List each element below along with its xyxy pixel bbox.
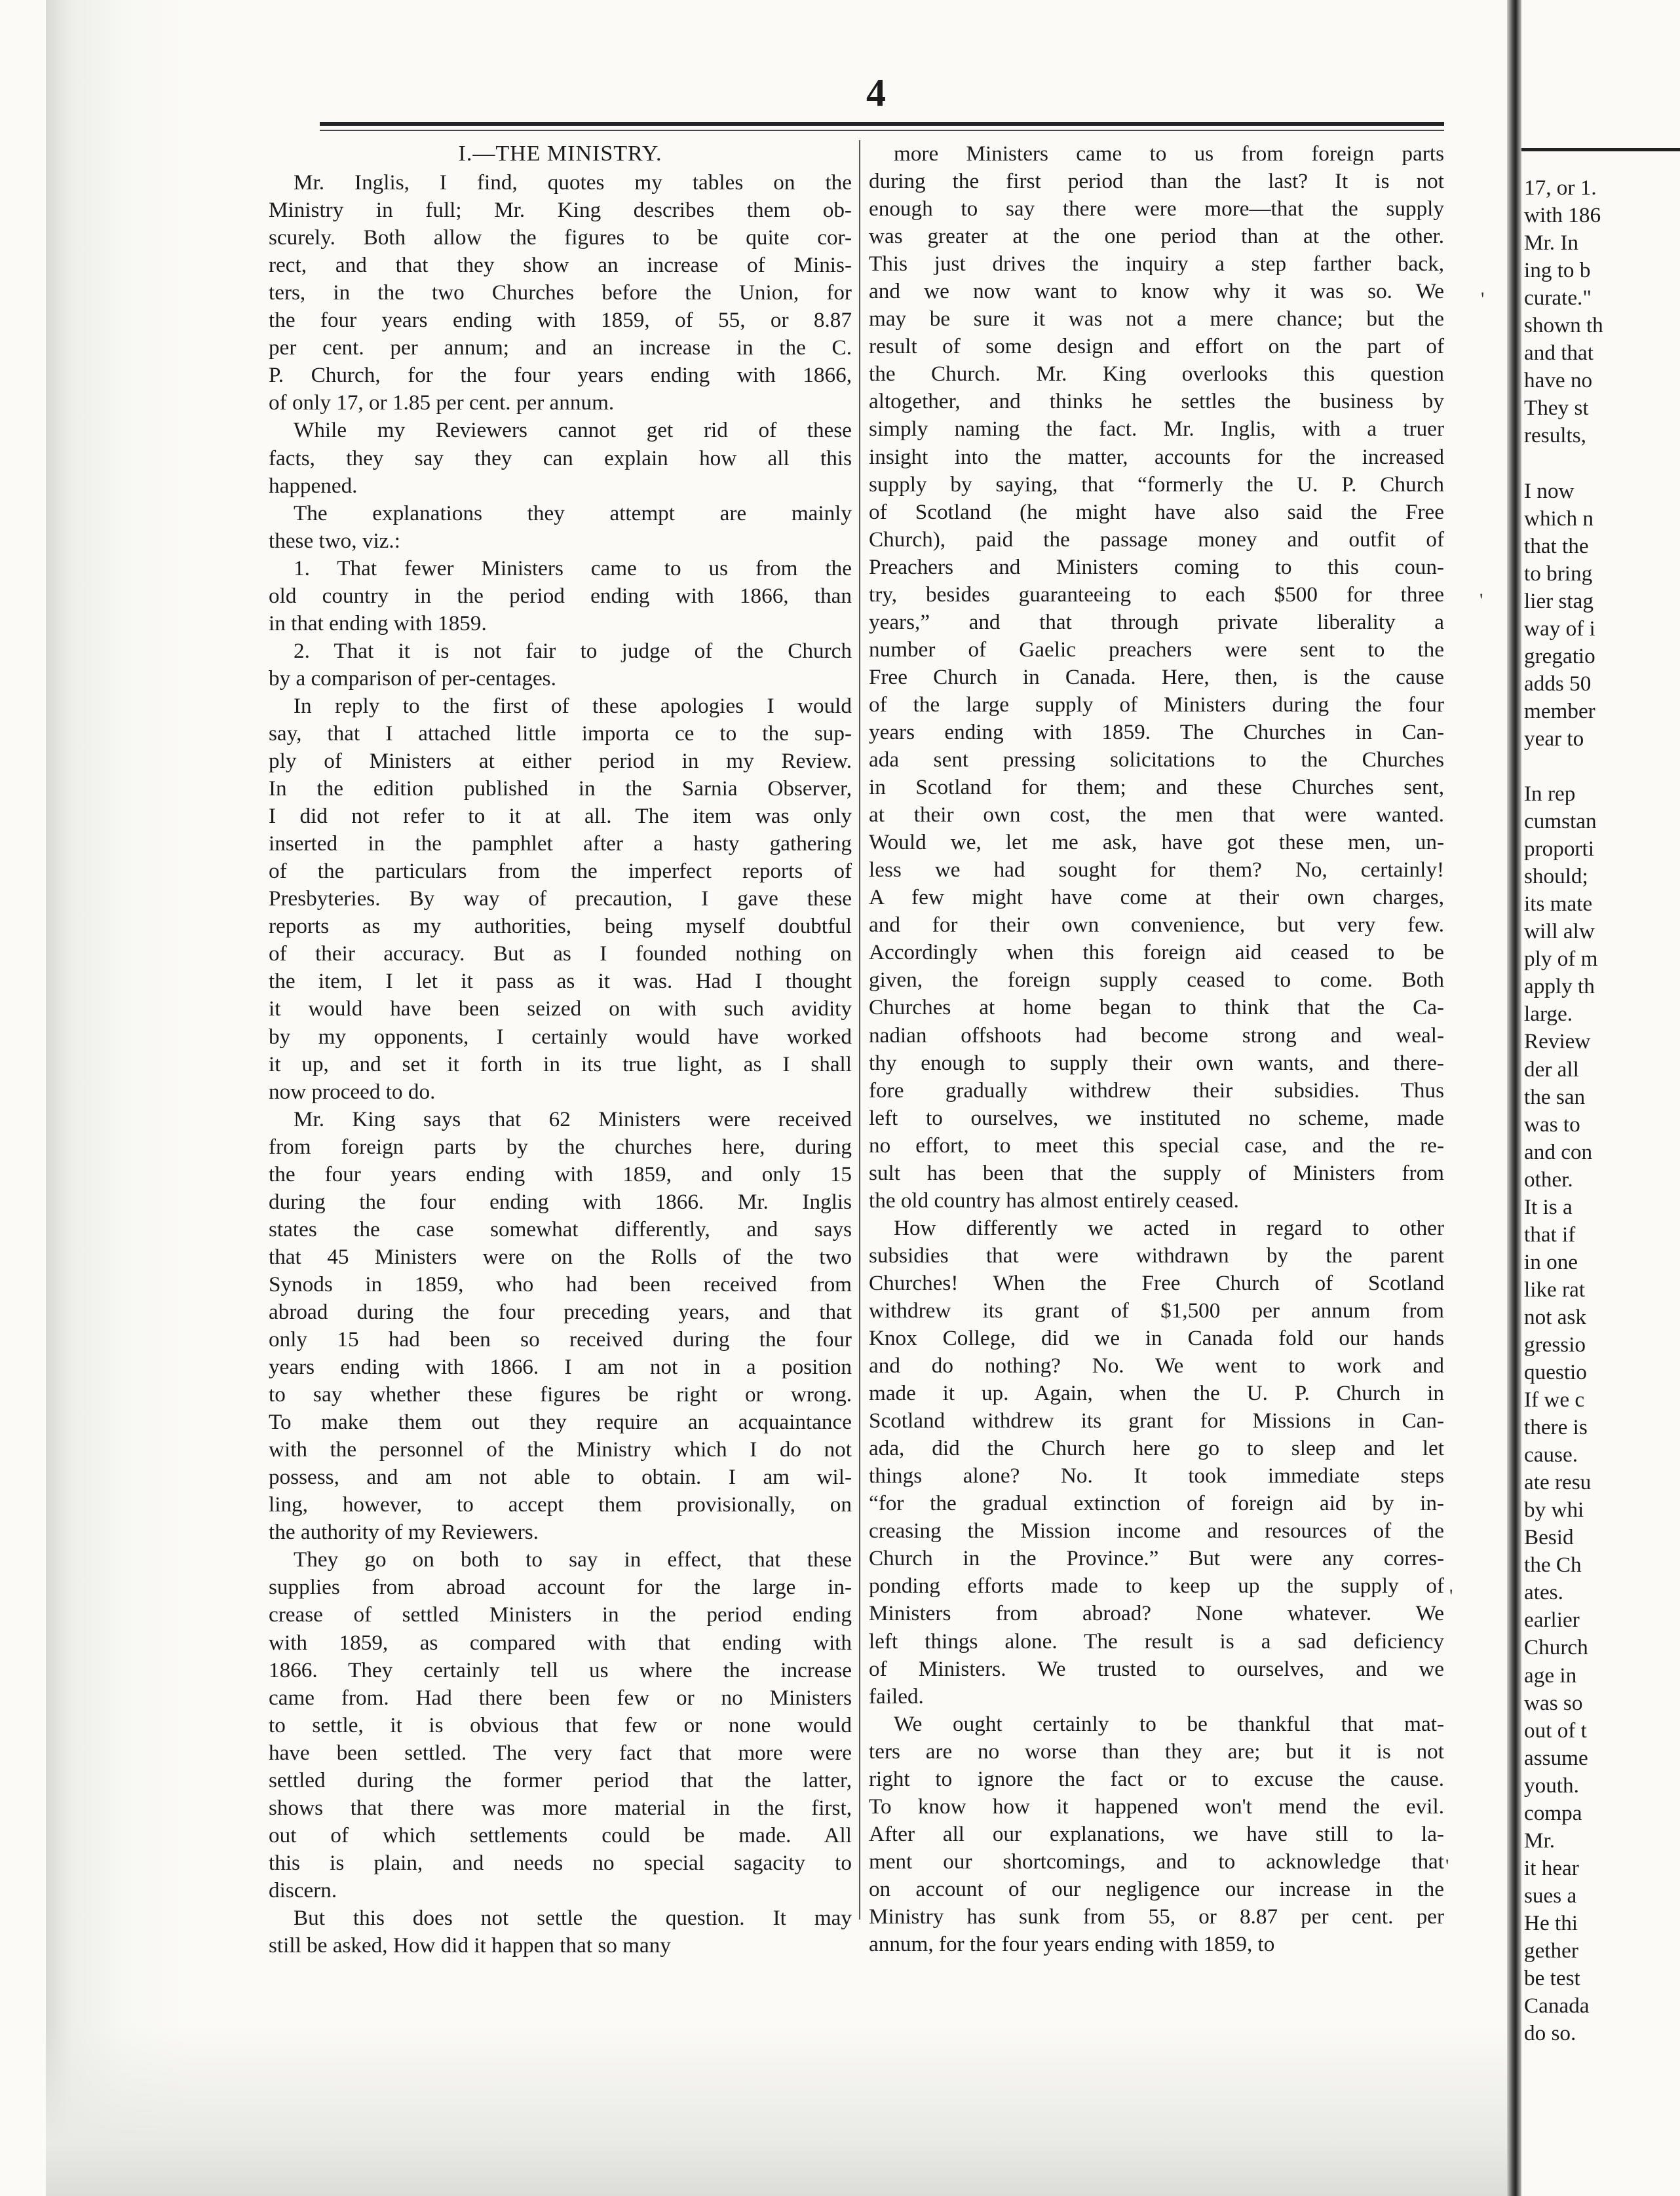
text-line: altogether, and thinks he settles the business by	[869, 389, 1444, 414]
facing-page-line: proporti	[1524, 837, 1594, 861]
facing-page-line: cause.	[1524, 1443, 1578, 1467]
text-line: Mr. King says that 62 Ministers were received	[294, 1107, 852, 1131]
facing-page-line: ing to b	[1524, 258, 1591, 283]
facing-page-line: will alw	[1524, 919, 1595, 944]
text-line: and we now want to know why it was so. We	[869, 279, 1444, 304]
text-line: subsidies that were withdrawn by the parent	[869, 1243, 1444, 1268]
facing-page-line: in one	[1524, 1249, 1578, 1274]
header-rule	[320, 122, 1444, 126]
facing-page-line: Mr. In	[1524, 231, 1578, 256]
facing-page-line: assume	[1524, 1745, 1588, 1770]
facing-page-line: sues a	[1524, 1883, 1577, 1908]
facing-page-line: ate resu	[1524, 1470, 1592, 1495]
facing-page-line: Church	[1524, 1635, 1588, 1660]
text-line: Churches! When the Free Church of Scotland	[869, 1270, 1444, 1295]
facing-page-line: have no	[1524, 368, 1593, 393]
facing-page-line: its mate	[1524, 892, 1593, 917]
text-line: the four years ending with 1859, and only 15	[269, 1162, 852, 1186]
facing-page-line: earlier	[1524, 1608, 1580, 1633]
text-line: Preachers and Ministers coming to this coun-	[869, 554, 1444, 579]
text-line: of Scotland (he might have also said the Free	[869, 499, 1444, 524]
text-line: the old country has almost entirely ceased.	[869, 1188, 1239, 1213]
text-line: insight into the matter, accounts for the increased	[869, 444, 1444, 469]
text-line: years ending with 1859. The Churches in Can-	[869, 719, 1444, 744]
text-line: nadian offshoots had become strong and weal-	[869, 1023, 1444, 1048]
facing-page-line: Mr.	[1524, 1828, 1556, 1853]
facing-page-line: gether	[1524, 1939, 1578, 1963]
facing-page-line: Review	[1524, 1029, 1591, 1054]
text-line: on account of our negligence our increase in the	[869, 1876, 1444, 1901]
column-left-body	[269, 169, 852, 1959]
text-line: reports as my authorities, being myself doubtful	[269, 914, 852, 939]
paragraph	[269, 1106, 852, 1547]
text-line: Knox College, did we in Canada fold our hands	[869, 1326, 1444, 1351]
facing-page-line: not ask	[1524, 1304, 1586, 1329]
facing-page-line: which n	[1524, 506, 1594, 531]
facing-page-line: be test	[1524, 1966, 1580, 1991]
text-line: try, besides guaranteeing to each $500 for three	[869, 582, 1444, 607]
text-line: In reply to the first of these apologies I would	[294, 693, 852, 718]
text-line: from foreign parts by the churches here, during	[269, 1134, 852, 1159]
text-line: thy enough to supply their own wants, and there-	[869, 1050, 1444, 1075]
facing-page-line: He thi	[1524, 1910, 1578, 1935]
text-line: A few might have come at their own charges,	[869, 885, 1444, 910]
paragraph	[269, 169, 852, 417]
text-line: more Ministers came to us from foreign parts	[894, 142, 1444, 166]
text-line: simply naming the fact. Mr. Inglis, with a truer	[869, 417, 1444, 442]
margin-mark: '	[1445, 1855, 1449, 1877]
facing-page-line: the san	[1524, 1084, 1586, 1109]
text-line: right to ignore the fact or to excuse the cause.	[869, 1766, 1444, 1791]
text-line: failed.	[869, 1684, 924, 1709]
text-line: years ending with 1866. I am not in a position	[269, 1355, 852, 1380]
facing-page	[1521, 0, 1680, 2196]
text-line: and do nothing? No. We went to work and	[869, 1354, 1444, 1378]
text-line: discern.	[269, 1878, 337, 1903]
paragraph	[269, 1904, 852, 1959]
text-line: shows that there was more material in the first,	[269, 1795, 852, 1820]
book-gutter	[1507, 0, 1521, 2196]
text-line: Ministry in full; Mr. King describes them ob-	[269, 198, 852, 223]
facing-page-line: It is a	[1524, 1194, 1573, 1219]
text-line: the Church. Mr. King overlooks this question	[869, 362, 1444, 387]
text-line: given, the foreign supply ceased to come. Both	[869, 968, 1444, 993]
text-line: ada, did the Church here go to sleep and let	[869, 1436, 1444, 1461]
text-line: now proceed to do.	[269, 1079, 436, 1104]
paragraph	[269, 500, 852, 555]
text-line: supplies from abroad account for the large in-	[269, 1575, 852, 1600]
text-line: enough to say there were more—that the supply	[869, 197, 1444, 221]
paragraph	[869, 1215, 1444, 1711]
facing-page-line: gregatio	[1524, 643, 1595, 668]
facing-page-line: questio	[1524, 1360, 1587, 1385]
text-line: ters are no worse than they are; but it is not	[869, 1739, 1444, 1764]
facing-page-line: In rep	[1524, 782, 1576, 806]
text-line: How differently we acted in regard to other	[894, 1215, 1444, 1240]
text-line: with the personnel of the Ministry which I do not	[269, 1437, 852, 1462]
facing-page-line: like rat	[1524, 1277, 1586, 1302]
text-line: this is plain, and needs no special sagacity to	[269, 1850, 852, 1875]
paragraph	[869, 1711, 1444, 1958]
facing-page-line: curate."	[1524, 286, 1592, 311]
text-line: of the large supply of Ministers during the four	[869, 692, 1444, 717]
text-line: Scotland withdrew its grant for Missions in Can-	[869, 1409, 1444, 1433]
facing-page-line: large.	[1524, 1002, 1573, 1027]
text-line: 1. That fewer Ministers came to us from the	[294, 556, 852, 580]
text-line: of only 17, or 1.85 per cent. per annum.	[269, 390, 615, 415]
text-line: number of Gaelic preachers were sent to the	[869, 637, 1444, 662]
text-line: sult has been that the supply of Ministers from	[869, 1160, 1444, 1185]
text-line: out of which settlements could be made. All	[269, 1823, 852, 1847]
text-line: Mr. Inglis, I find, quotes my tables on the	[294, 170, 852, 195]
text-line: scurely. Both allow the figures to be quite cor-	[269, 225, 852, 250]
text-line: possess, and am not able to obtain. I am wil-	[269, 1465, 852, 1490]
text-line: things alone? No. It took immediate steps	[869, 1464, 1444, 1488]
text-line: old country in the period ending with 1866, than	[269, 583, 852, 608]
paragraph	[269, 417, 852, 499]
facing-page-line: lier stag	[1524, 588, 1594, 613]
text-line: have been settled. The very fact that more were	[269, 1740, 852, 1765]
text-line: 1866. They certainly tell us where the increase	[269, 1657, 852, 1682]
text-line: Accordingly when this foreign aid ceased to be	[869, 940, 1444, 965]
header-rule-thin	[320, 130, 1444, 131]
text-line: of the particulars from the imperfect reports of	[269, 859, 852, 884]
text-line: We ought certainly to be thankful that mat-	[894, 1711, 1444, 1736]
facing-page-line	[1524, 449, 1603, 477]
facing-page-line: member	[1524, 698, 1595, 723]
paragraph	[869, 140, 1444, 1215]
facing-page-line: ates.	[1524, 1580, 1563, 1605]
text-line: in that ending with 1859.	[269, 611, 487, 635]
column-right-body	[869, 140, 1444, 1958]
facing-page-text	[1524, 174, 1603, 2047]
facing-page-line: They st	[1524, 396, 1589, 421]
text-line: the authority of my Reviewers.	[269, 1520, 539, 1545]
text-line: supply by saying, that “formerly the U. P. Church	[869, 472, 1444, 497]
text-line: Free Church in Canada. Here, then, is the cause	[869, 664, 1444, 689]
facing-page-line: gressio	[1524, 1332, 1586, 1357]
facing-page-line: was to	[1524, 1112, 1580, 1137]
text-line: Church in the Province.” But were any corres-	[869, 1546, 1444, 1571]
text-column-left	[269, 140, 852, 1959]
facing-page-line: youth.	[1524, 1773, 1579, 1798]
facing-page-line: If we c	[1524, 1388, 1585, 1412]
text-line: years,” and that through private liberality a	[869, 609, 1444, 634]
facing-page-line: should;	[1524, 864, 1588, 889]
text-line: still be asked, How did it happen that so many	[269, 1933, 671, 1958]
text-line: with 1859, as compared with that ending with	[269, 1630, 852, 1655]
text-line: result of some design and effort on the part of	[869, 334, 1444, 359]
text-line: I did not refer to it at all. The item was only	[269, 804, 852, 829]
text-line: by a comparison of per-centages.	[269, 666, 556, 691]
text-line: While my Reviewers cannot get rid of these	[294, 418, 852, 443]
facing-page-line: I now	[1524, 478, 1575, 503]
text-line: ment our shortcomings, and to acknowledge that	[869, 1849, 1444, 1874]
text-line: say, that I attached little importa ce to the sup-	[269, 721, 852, 746]
text-column-right	[869, 140, 1444, 1958]
text-line: states the case somewhat differently, and says	[269, 1217, 852, 1241]
text-line: withdrew its grant of $1,500 per annum from	[869, 1298, 1444, 1323]
text-line: only 15 had been so received during the four	[269, 1327, 852, 1352]
facing-page-line: out of t	[1524, 1718, 1587, 1743]
text-line: per cent. per annum; and an increase in the C.	[269, 335, 852, 360]
text-line: may be sure it was not a mere chance; but the	[869, 307, 1444, 331]
facing-page-line: der all	[1524, 1057, 1579, 1082]
facing-page-line: by whi	[1524, 1498, 1584, 1523]
text-line: of Ministers. We trusted to ourselves, and we	[869, 1656, 1444, 1681]
facing-page-line: Canada	[1524, 1994, 1590, 2018]
facing-page-line: it hear	[1524, 1855, 1579, 1880]
text-line: no effort, to meet this special case, and the re-	[869, 1133, 1444, 1158]
text-line: Churches at home began to think that the Ca-	[869, 995, 1444, 1020]
text-line: ply of Ministers at either period in my Review.	[269, 749, 852, 774]
text-line: during the first period than the last? It is not	[869, 169, 1444, 194]
text-line: After all our explanations, we have still to la-	[869, 1821, 1444, 1846]
facing-page-line: cumstan	[1524, 809, 1597, 834]
facing-page-line: there is	[1524, 1415, 1588, 1440]
margin-mark: '	[1481, 288, 1485, 310]
section-heading: I.—THE MINISTRY.	[458, 142, 662, 166]
text-line: during the four ending with 1866. Mr. Inglis	[269, 1189, 852, 1214]
facing-page-line: 17, or 1.	[1524, 176, 1597, 200]
text-line: The explanations they attempt are mainly	[294, 501, 852, 525]
text-line: They go on both to say in effect, that these	[294, 1547, 852, 1572]
text-line: fore gradually withdrew their subsidies. Thus	[869, 1078, 1444, 1103]
facing-page-line: year to	[1524, 726, 1584, 751]
text-line: in Scotland for them; and these Churches sent,	[869, 775, 1444, 800]
text-line: these two, viz.:	[269, 528, 400, 553]
text-line: This just drives the inquiry a step farther back,	[869, 252, 1444, 276]
facing-page-line: to bring	[1524, 561, 1593, 586]
text-line: inserted in the pamphlet after a hasty gathering	[269, 831, 852, 856]
facing-page-line: with 186	[1524, 203, 1601, 228]
text-line: crease of settled Ministers in the period ending	[269, 1602, 852, 1627]
text-line: happened.	[269, 473, 358, 498]
text-line: at their own cost, the men that were wanted.	[869, 803, 1444, 827]
text-line: Ministers from abroad? None whatever. We	[869, 1601, 1444, 1626]
paragraph	[269, 1546, 852, 1904]
text-line: Presbyteries. By way of precaution, I gave these	[269, 886, 852, 911]
text-line: ponding efforts made to keep up the supply of	[869, 1574, 1444, 1599]
facing-page-line: that if	[1524, 1222, 1576, 1247]
text-line: rect, and that they show an increase of Minis-	[269, 253, 852, 278]
paragraph	[269, 692, 852, 1106]
text-line: by my opponents, I certainly would have worked	[269, 1024, 852, 1049]
facing-page-line: and con	[1524, 1139, 1593, 1164]
text-line: To know how it happened won't mend the evil.	[869, 1794, 1444, 1819]
text-line: creasing the Mission income and resources of the	[869, 1519, 1444, 1543]
text-line: that 45 Ministers were on the Rolls of the two	[269, 1244, 852, 1269]
text-line: it up, and set it forth in its true light, as I shall	[269, 1051, 852, 1076]
text-line: To make them out they require an acquaintance	[269, 1410, 852, 1435]
text-line: Synods in 1859, who had been received from	[269, 1272, 852, 1297]
page-bottom-shade	[46, 2024, 1507, 2196]
facing-page-line: shown th	[1524, 313, 1603, 338]
facing-page-line: that the	[1524, 533, 1589, 558]
facing-page-rule	[1521, 148, 1680, 151]
text-line: left to ourselves, we instituted no scheme, made	[869, 1105, 1444, 1130]
text-line: annum, for the four years ending with 1859, to	[869, 1932, 1275, 1957]
facing-page-line: ply of m	[1524, 947, 1598, 972]
text-line: Would we, let me ask, have got these men, un-	[869, 830, 1444, 855]
text-line: Church), paid the passage money and outfit of	[869, 527, 1444, 552]
text-line: Ministry has sunk from 55, or 8.87 per cent. per	[869, 1904, 1444, 1929]
text-line: ada sent pressing solicitations to the Churches	[869, 748, 1444, 772]
text-line: of their accuracy. But as I founded nothing on	[269, 941, 852, 966]
text-line: and for their own convenience, but very few.	[869, 913, 1444, 937]
text-line: P. Church, for the four years ending with 1866,	[269, 363, 852, 388]
text-line: “for the gradual extinction of foreign aid by in-	[869, 1491, 1444, 1516]
facing-page-line: other.	[1524, 1167, 1573, 1192]
text-line: settled during the former period that the latter,	[269, 1768, 852, 1792]
text-line: made it up. Again, when the U. P. Church in	[869, 1381, 1444, 1406]
facing-page-line: adds 50	[1524, 671, 1592, 696]
margin-mark: '	[1480, 590, 1483, 611]
facing-page-line: and that	[1524, 341, 1594, 366]
text-line: was greater at the one period than at the other.	[869, 224, 1444, 249]
facing-page-line: way of i	[1524, 616, 1595, 641]
facing-page-line: Besid	[1524, 1525, 1574, 1550]
text-line: the four years ending with 1859, of 55, or 8.87	[269, 308, 852, 333]
facing-page-line: apply th	[1524, 974, 1595, 999]
page-number: 4	[866, 71, 886, 115]
facing-page-line	[1524, 753, 1603, 780]
text-line: ters, in the two Churches before the Union, for	[269, 280, 852, 305]
text-line: it would have been seized on with such avidity	[269, 996, 852, 1021]
facing-page-line: the Ch	[1524, 1553, 1582, 1578]
margin-mark: '	[1449, 1585, 1453, 1607]
text-line: came from. Had there been few or no Ministers	[269, 1685, 852, 1710]
text-line: the item, I let it pass as it was. Had I thought	[269, 969, 852, 994]
paragraph	[269, 555, 852, 637]
paragraph	[269, 637, 852, 692]
facing-page-line: compa	[1524, 1800, 1582, 1825]
text-line: abroad during the four preceding years, and that	[269, 1299, 852, 1324]
text-line: In the edition published in the Sarnia Observer,	[269, 776, 852, 801]
text-line: to settle, it is obvious that few or none would	[269, 1713, 852, 1737]
facing-page-line: results,	[1524, 423, 1586, 448]
text-line: But this does not settle the question. It may	[294, 1906, 852, 1930]
column-divider	[859, 140, 860, 1920]
facing-page-line: was so	[1524, 1690, 1583, 1715]
text-line: facts, they say they can explain how all this	[269, 445, 852, 470]
text-line: to say whether these figures be right or wrong.	[269, 1382, 852, 1407]
facing-page-line: do so.	[1524, 2021, 1576, 2046]
text-line: left things alone. The result is a sad deficiency	[869, 1629, 1444, 1654]
facing-page-line: age in	[1524, 1663, 1577, 1688]
text-line: ling, however, to accept them provisionally, on	[269, 1492, 852, 1517]
text-line: 2. That it is not fair to judge of the Church	[294, 638, 852, 663]
text-line: less we had sought for them? No, certainly!	[869, 858, 1444, 882]
